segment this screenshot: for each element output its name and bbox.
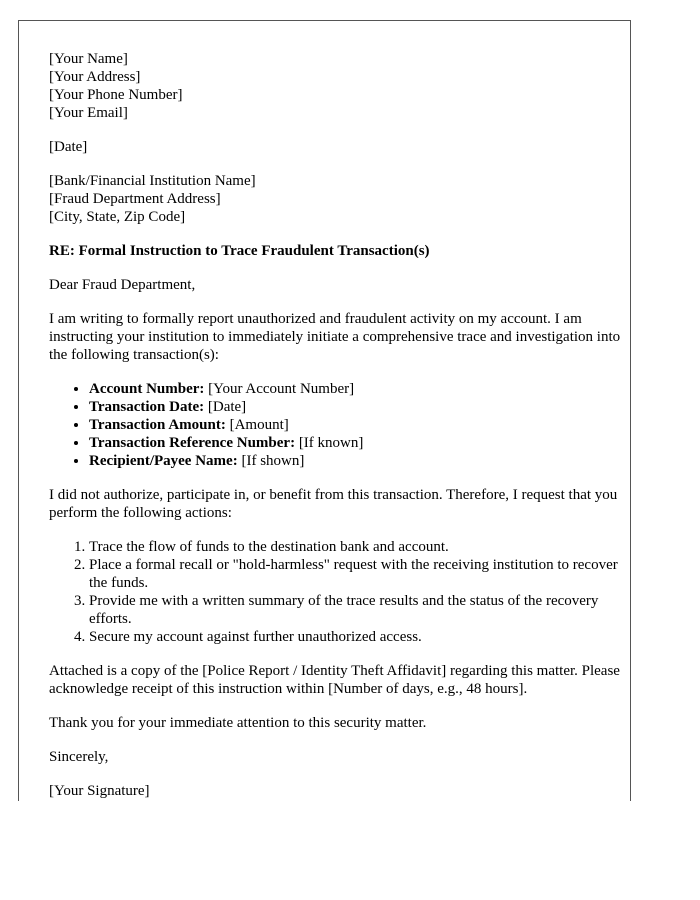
recipient-institution: [Bank/Financial Institution Name] <box>49 173 256 189</box>
intro-paragraph: I am writing to formally report unauthorized and fraudulent activity on my account. I am instructing your institution to immediately initiate a comprehensive trace and investigation into the following transaction(s): <box>49 311 621 363</box>
letter-date: [Date] <box>49 139 88 155</box>
signature: [Your Signature] <box>49 783 150 799</box>
detail-item-account-number <box>89 380 630 398</box>
detail-label: Account Number: <box>89 381 205 397</box>
detail-value: [Amount] <box>225 417 289 433</box>
sender-name: [Your Name] <box>49 51 128 67</box>
action-item: 1. Trace the flow of funds to the destination bank and account. <box>89 538 630 556</box>
detail-value: [If known] <box>295 435 364 451</box>
attachment-paragraph: Attached is a copy of the [Police Report / Identity Theft Affidavit] regarding this matter. Please acknowledge receipt of this instruction within [Number of days, e.g., 48 hours]. <box>49 663 620 697</box>
sender-phone: [Your Phone Number] <box>49 87 183 103</box>
thanks-paragraph: Thank you for your immediate attention to this security matter. <box>49 715 427 731</box>
detail-label: Transaction Date: <box>89 399 205 415</box>
request-intro-paragraph: I did not authorize, participate in, or benefit from this transaction. Therefore, I request that you perform the following actions: <box>49 487 618 521</box>
detail-item-transaction-date <box>89 398 630 416</box>
transaction-details-list <box>49 380 630 470</box>
detail-label: Recipient/Payee Name: <box>89 453 238 469</box>
detail-label: Transaction Amount: <box>89 417 226 433</box>
detail-label: Transaction Reference Number: <box>89 435 296 451</box>
sender-block <box>49 50 630 122</box>
recipient-block <box>49 172 630 226</box>
subject-line: RE: Formal Instruction to Trace Fraudulent Transaction(s) <box>49 243 430 259</box>
requested-actions-list <box>49 538 630 646</box>
action-item: 3. Provide me with a written summary of the trace results and the status of the recovery efforts. <box>89 592 630 628</box>
closing: Sincerely, <box>49 749 109 765</box>
recipient-city-state-zip: [City, State, Zip Code] <box>49 209 186 225</box>
recipient-address: [Fraud Department Address] <box>49 191 221 207</box>
salutation: Dear Fraud Department, <box>49 277 196 293</box>
detail-item-transaction-amount <box>89 416 630 434</box>
detail-value: [If shown] <box>237 453 305 469</box>
sender-email: [Your Email] <box>49 105 128 121</box>
action-item: 4. Secure my account against further unauthorized access. <box>89 628 630 646</box>
detail-item-recipient-name <box>89 452 630 470</box>
sender-address: [Your Address] <box>49 69 141 85</box>
detail-value: [Date] <box>204 399 247 415</box>
detail-value: [Your Account Number] <box>204 381 355 397</box>
letter-page <box>18 20 631 801</box>
action-item: 2. Place a formal recall or "hold-harmless" request with the receiving institution to recover the funds. <box>89 556 630 592</box>
detail-item-reference-number <box>89 434 630 452</box>
